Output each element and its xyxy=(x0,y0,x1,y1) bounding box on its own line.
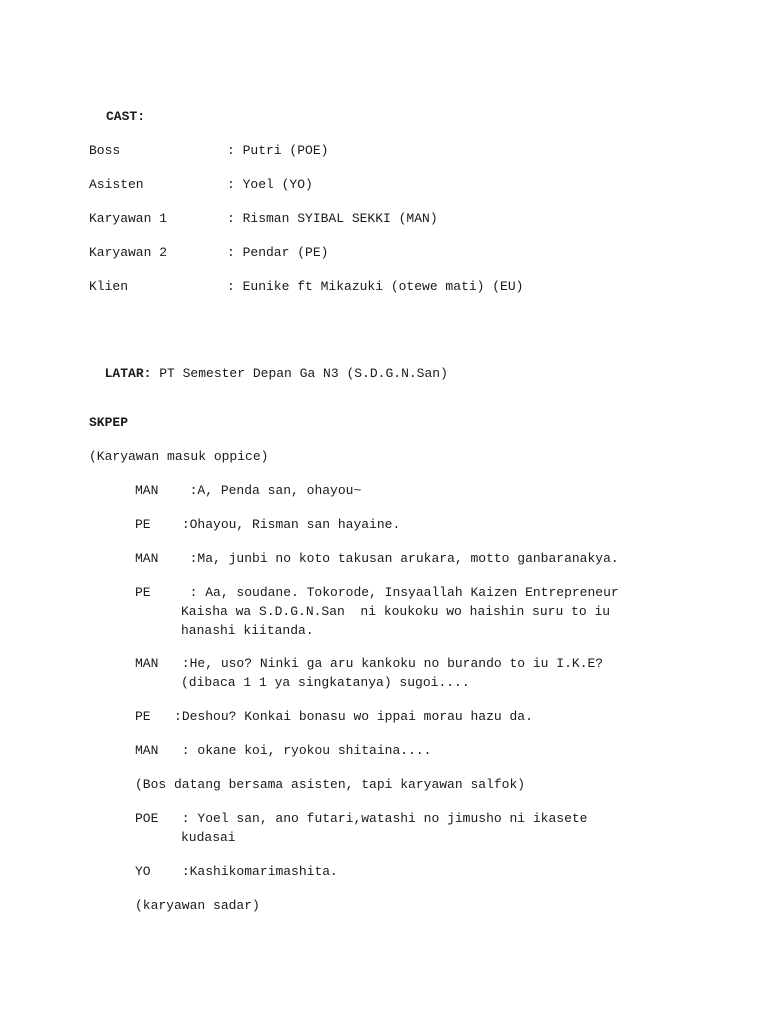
speaker-name: MAN xyxy=(135,551,159,566)
dialogue-line xyxy=(135,549,619,568)
setting-label: LATAR: xyxy=(104,366,152,381)
speaker-name: PE xyxy=(135,517,151,532)
stage-direction: (karyawan sadar) xyxy=(135,898,260,913)
cast-value: : Yoel (YO) xyxy=(227,177,313,192)
dialogue-line xyxy=(135,583,619,602)
speaker-separator: : xyxy=(150,709,182,724)
speaker-name: YO xyxy=(135,864,151,879)
dialogue-text: He, uso? Ninki ga aru kankoku no burando to iu I.K.E? xyxy=(189,656,604,671)
setting-line xyxy=(89,345,448,383)
speaker-separator: : xyxy=(158,656,190,671)
dialogue-text: Ma, junbi no koto takusan arukara, motto ganbaranakya. xyxy=(197,551,619,566)
dialogue-text: Yoel san, ano futari,watashi no jimusho ni ikasete xyxy=(197,811,588,826)
dialogue-line xyxy=(135,809,588,828)
cast-value: : Eunike ft Mikazuki (otewe mati) (EU) xyxy=(227,279,524,294)
dialogue-line xyxy=(135,707,533,726)
stage-direction: (Bos datang bersama asisten, tapi karyawan salfok) xyxy=(135,777,526,792)
cast-role: Asisten xyxy=(89,177,144,192)
dialogue-line xyxy=(135,654,603,673)
cast-role: Karyawan 1 xyxy=(89,211,168,226)
dialogue-text: A, Penda san, ohayou~ xyxy=(197,483,362,498)
scene-title: SKPEP xyxy=(89,415,129,430)
dialogue-text: okane koi, ryokou shitaina.... xyxy=(197,743,432,758)
dialogue-text: Aa, soudane. Tokorode, Insyaallah Kaizen Entrepreneur xyxy=(205,585,619,600)
speaker-separator: : xyxy=(158,743,198,758)
speaker-name: PE xyxy=(135,585,151,600)
cast-role: Karyawan 2 xyxy=(89,245,168,260)
dialogue-continuation: (dibaca 1 1 ya singkatanya) sugoi.... xyxy=(181,675,470,690)
dialogue-continuation: hanashi kiitanda. xyxy=(181,623,314,638)
speaker-name: MAN xyxy=(135,483,159,498)
setting-text: PT Semester Depan Ga N3 (S.D.G.N.San) xyxy=(151,366,448,381)
speaker-separator: : xyxy=(150,585,206,600)
speaker-separator: : xyxy=(158,483,198,498)
cast-role: Klien xyxy=(89,279,129,294)
speaker-name: MAN xyxy=(135,743,159,758)
cast-value: : Risman SYIBAL SEKKI (MAN) xyxy=(227,211,438,226)
cast-value: : Putri (POE) xyxy=(227,143,329,158)
speaker-separator: : xyxy=(158,551,198,566)
dialogue-line xyxy=(135,481,361,500)
dialogue-continuation: Kaisha wa S.D.G.N.San ni koukoku wo haishin suru to iu xyxy=(181,604,611,619)
dialogue-continuation: kudasai xyxy=(181,830,236,845)
speaker-separator: : xyxy=(150,517,190,532)
speaker-name: MAN xyxy=(135,656,159,671)
speaker-name: PE xyxy=(135,709,151,724)
dialogue-line xyxy=(135,515,400,534)
cast-heading: CAST: xyxy=(106,109,146,124)
dialogue-line xyxy=(135,862,338,881)
stage-direction: (Karyawan masuk oppice) xyxy=(89,449,269,464)
dialogue-text: Ohayou, Risman san hayaine. xyxy=(189,517,401,532)
dialogue-line xyxy=(135,741,431,760)
dialogue-text: Deshou? Konkai bonasu wo ippai morau hazu da. xyxy=(181,709,533,724)
dialogue-text: Kashikomarimashita. xyxy=(189,864,338,879)
cast-role: Boss xyxy=(89,143,121,158)
speaker-separator: : xyxy=(150,864,190,879)
speaker-separator: : xyxy=(158,811,198,826)
cast-value: : Pendar (PE) xyxy=(227,245,329,260)
speaker-name: POE xyxy=(135,811,159,826)
